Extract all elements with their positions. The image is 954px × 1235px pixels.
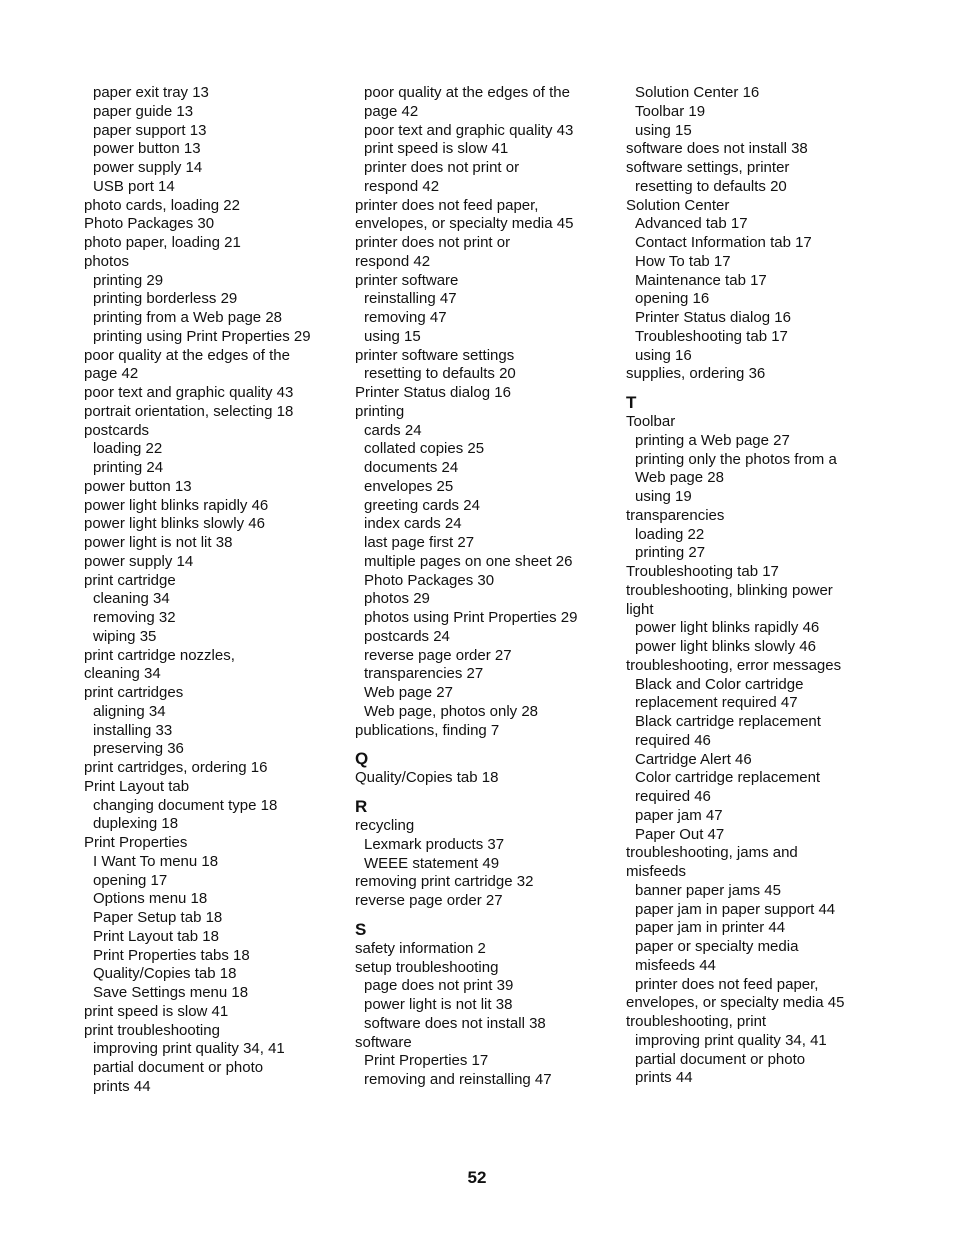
index-subentry: Maintenance tab 17 — [635, 271, 767, 289]
index-entry: power supply 14 — [84, 552, 194, 570]
index-subentry: paper jam in paper support 44 — [635, 900, 836, 918]
index-entry: printer software settings — [355, 346, 515, 364]
index-subentry: printing 24 — [93, 459, 164, 476]
index-entry: poor text and graphic quality 43 — [84, 384, 294, 401]
index-subentry: Options menu 18 — [93, 890, 208, 908]
index-subentry: transparencies 27 — [364, 665, 484, 683]
index-subentry: Troubleshooting tab 17 — [635, 327, 788, 345]
index-subentry: paper exit tray 13 — [93, 84, 209, 101]
index-subentry: cleaning 34 — [93, 590, 170, 608]
index-subentry: improving print quality 34, 41 — [635, 1031, 827, 1049]
index-subentry: required 46 — [635, 788, 711, 805]
index-subentry: last page first 27 — [364, 534, 475, 551]
index-subentry: Print Layout tab 18 — [93, 927, 219, 945]
index-entry: supplies, ordering 36 — [626, 365, 766, 383]
index-subentry: using 15 — [635, 121, 692, 139]
index-subentry: Paper Setup tab 18 — [93, 909, 223, 926]
index-entry: troubleshooting, blinking power — [626, 581, 833, 599]
index-entry: Solution Center — [626, 196, 730, 214]
index-section-letter: T — [626, 393, 637, 412]
index-entry: Print Layout tab — [84, 777, 190, 795]
index-subentry: Web page, photos only 28 — [364, 702, 539, 720]
index-entry: power light blinks slowly 46 — [84, 515, 265, 533]
index-entry: power button 13 — [84, 477, 192, 495]
index-subentry: using 15 — [364, 327, 421, 345]
index-entry: Toolbar — [626, 413, 676, 430]
index-entry: printer software — [355, 271, 459, 289]
index-subentry: How To tab 17 — [635, 252, 731, 270]
index-subentry: Contact Information tab 17 — [635, 234, 812, 251]
index-subentry: required 46 — [635, 731, 711, 749]
index-subentry: Cartridge Alert 46 — [635, 750, 752, 768]
index-subentry: power button 13 — [93, 140, 201, 158]
index-subentry: WEEE statement 49 — [364, 854, 500, 872]
index-subentry: documents 24 — [364, 459, 459, 476]
index-subentry: reinstalling 47 — [364, 290, 457, 308]
index-subentry: USB port 14 — [93, 177, 175, 195]
index-section-letter: Q — [355, 749, 369, 769]
index-subentry: Print Properties 17 — [364, 1052, 489, 1070]
index-subentry: preserving 36 — [93, 740, 184, 758]
index-entry: software — [355, 1033, 412, 1051]
index-subentry: installing 33 — [93, 721, 173, 739]
index-entry: Photo Packages 30 — [84, 215, 215, 233]
index-entry: envelopes, or specialty media 45 — [355, 215, 574, 233]
index-subentry: paper guide 13 — [93, 102, 194, 120]
index-subentry: Advanced tab 17 — [635, 215, 748, 233]
index-subentry: paper jam 47 — [635, 806, 723, 824]
index-subentry: Save Settings menu 18 — [93, 984, 249, 1001]
index-subentry: power light is not lit 38 — [364, 996, 513, 1013]
index-subentry: photos using Print Properties 29 — [364, 609, 578, 626]
index-entry: printing — [355, 402, 405, 420]
index-subentry: paper support 13 — [93, 121, 207, 139]
index-entry: troubleshooting, error messages — [626, 656, 842, 674]
index-entry: cleaning 34 — [84, 665, 161, 683]
index-subentry: duplexing 18 — [93, 815, 179, 833]
index-subentry: Toolbar 19 — [635, 102, 706, 120]
index-column-3 — [626, 84, 886, 1088]
index-subentry: collated copies 25 — [364, 440, 485, 458]
index-subentry: Quality/Copies tab 18 — [93, 965, 237, 983]
index-subentry: index cards 24 — [364, 515, 462, 533]
index-entry: power light blinks rapidly 46 — [84, 496, 269, 514]
index-entry: Print Properties — [84, 834, 188, 851]
index-subentry: poor text and graphic quality 43 — [364, 121, 574, 139]
index-entry: Troubleshooting tab 17 — [626, 563, 779, 580]
index-subentry: print speed is slow 41 — [364, 140, 509, 158]
index-subentry: using 16 — [635, 346, 692, 364]
index-subentry: Solution Center 16 — [635, 84, 760, 101]
index-subentry: power supply 14 — [93, 159, 203, 176]
index-subentry: respond 42 — [364, 177, 440, 195]
index-subentry: Web page 28 — [635, 469, 724, 487]
index-subentry: postcards 24 — [364, 627, 450, 645]
index-subentry: printing from a Web page 28 — [93, 309, 283, 326]
index-entry: photo cards, loading 22 — [84, 196, 240, 214]
index-entry: print speed is slow 41 — [84, 1002, 229, 1020]
index-entry: print cartridge nozzles, — [84, 646, 235, 664]
index-subentry: Color cartridge replacement — [635, 769, 821, 787]
index-entry: software does not install 38 — [626, 140, 808, 158]
index-subentry: Printer Status dialog 16 — [635, 309, 791, 326]
index-entry: software settings, printer — [626, 159, 790, 176]
index-entry: print cartridges — [84, 684, 184, 701]
index-subentry: banner paper jams 45 — [635, 881, 781, 899]
index-subentry: Lexmark products 37 — [364, 835, 505, 853]
index-subentry: Print Properties tabs 18 — [93, 946, 250, 964]
index-subentry: software does not install 38 — [364, 1014, 546, 1032]
index-entry: safety information 2 — [355, 939, 486, 957]
index-entry: respond 42 — [355, 252, 431, 270]
index-subentry: opening 17 — [93, 871, 168, 889]
index-entry: print cartridge — [84, 571, 176, 589]
index-subentry: printing only the photos from a — [635, 450, 837, 468]
index-subentry: paper or specialty media — [635, 938, 799, 955]
index-entry: envelopes, or specialty media 45 — [626, 994, 845, 1012]
index-entry: misfeeds — [626, 863, 687, 880]
index-entry: photo paper, loading 21 — [84, 234, 241, 251]
index-subentry: paper jam in printer 44 — [635, 919, 786, 937]
index-subentry: loading 22 — [635, 525, 705, 543]
index-subentry: printing 29 — [93, 271, 164, 289]
index-subentry: Photo Packages 30 — [364, 571, 495, 589]
index-entry: Printer Status dialog 16 — [355, 384, 511, 401]
index-entry: printer does not print or — [355, 234, 511, 251]
index-entry: troubleshooting, jams and — [626, 844, 798, 862]
index-entry: print troubleshooting — [84, 1021, 220, 1039]
index-subentry: printing using Print Properties 29 — [93, 327, 311, 345]
index-entry: printer does not feed paper, — [355, 196, 539, 214]
index-subentry: opening 16 — [635, 290, 710, 308]
index-subentry: Black and Color cartridge — [635, 675, 804, 693]
index-subentry: Paper Out 47 — [635, 825, 725, 843]
index-subentry: page 42 — [364, 102, 419, 120]
index-subentry: envelopes 25 — [364, 477, 454, 495]
index-subentry: partial document or photo — [93, 1059, 264, 1076]
index-subentry: poor quality at the edges of the — [364, 84, 570, 101]
index-subentry: replacement required 47 — [635, 694, 798, 712]
index-subentry: power light blinks slowly 46 — [635, 638, 816, 655]
index-subentry: printing borderless 29 — [93, 290, 238, 308]
index-subentry: removing 47 — [364, 309, 447, 326]
index-column-1 — [84, 84, 344, 1097]
index-subentry: photos 29 — [364, 590, 430, 608]
index-entry: poor quality at the edges of the — [84, 346, 290, 364]
index-subentry: printer does not print or — [364, 159, 520, 176]
page-number: 52 — [467, 1168, 487, 1187]
index-entry: reverse page order 27 — [355, 892, 503, 909]
index-subentry: power light blinks rapidly 46 — [635, 619, 820, 637]
index-subentry: aligning 34 — [93, 702, 166, 720]
index-entry: power light is not lit 38 — [84, 534, 233, 551]
index-subentry: misfeeds 44 — [635, 956, 716, 974]
index-entry: setup troubleshooting — [355, 958, 499, 976]
index-subentry: cards 24 — [364, 421, 422, 439]
index-entry: portrait orientation, selecting 18 — [84, 402, 294, 420]
index-subentry: removing and reinstalling 47 — [364, 1071, 552, 1088]
index-subentry: partial document or photo — [635, 1050, 806, 1068]
index-subentry: printing a Web page 27 — [635, 431, 790, 449]
index-entry: light — [626, 600, 654, 618]
index-section-letter: R — [355, 797, 368, 816]
index-entry: publications, finding 7 — [355, 721, 500, 739]
index-subentry: printing 27 — [635, 544, 706, 562]
index-subentry: greeting cards 24 — [364, 496, 480, 514]
index-subentry: multiple pages on one sheet 26 — [364, 552, 573, 570]
index-entry: photos — [84, 252, 130, 270]
index-section-letter: S — [355, 919, 367, 939]
index-subentry: resetting to defaults 20 — [364, 365, 516, 383]
index-entry: recycling — [355, 817, 415, 834]
index-subentry: printer does not feed paper, — [635, 975, 819, 993]
index-subentry: Black cartridge replacement — [635, 713, 821, 730]
index-entry: removing print cartridge 32 — [355, 873, 534, 891]
index-subentry: page does not print 39 — [364, 977, 514, 995]
index-subentry: using 19 — [635, 488, 692, 505]
index-subentry: loading 22 — [93, 440, 163, 458]
index-entry: Quality/Copies tab 18 — [355, 769, 499, 787]
index-subentry: Web page 27 — [364, 684, 453, 701]
index-column-2 — [355, 84, 615, 1090]
index-subentry: prints 44 — [93, 1077, 151, 1095]
index-subentry: resetting to defaults 20 — [635, 177, 787, 195]
index-subentry: improving print quality 34, 41 — [93, 1040, 285, 1058]
index-entry: print cartridges, ordering 16 — [84, 759, 268, 776]
index-subentry: removing 32 — [93, 609, 176, 626]
index-subentry: I Want To menu 18 — [93, 852, 219, 870]
index-entry: postcards — [84, 421, 150, 439]
index-subentry: wiping 35 — [93, 627, 157, 645]
index-entry: transparencies — [626, 506, 725, 524]
index-subentry: prints 44 — [635, 1069, 693, 1087]
index-subentry: changing document type 18 — [93, 796, 278, 814]
index-entry: page 42 — [84, 365, 139, 383]
index-subentry: reverse page order 27 — [364, 646, 512, 664]
index-entry: troubleshooting, print — [626, 1013, 767, 1030]
